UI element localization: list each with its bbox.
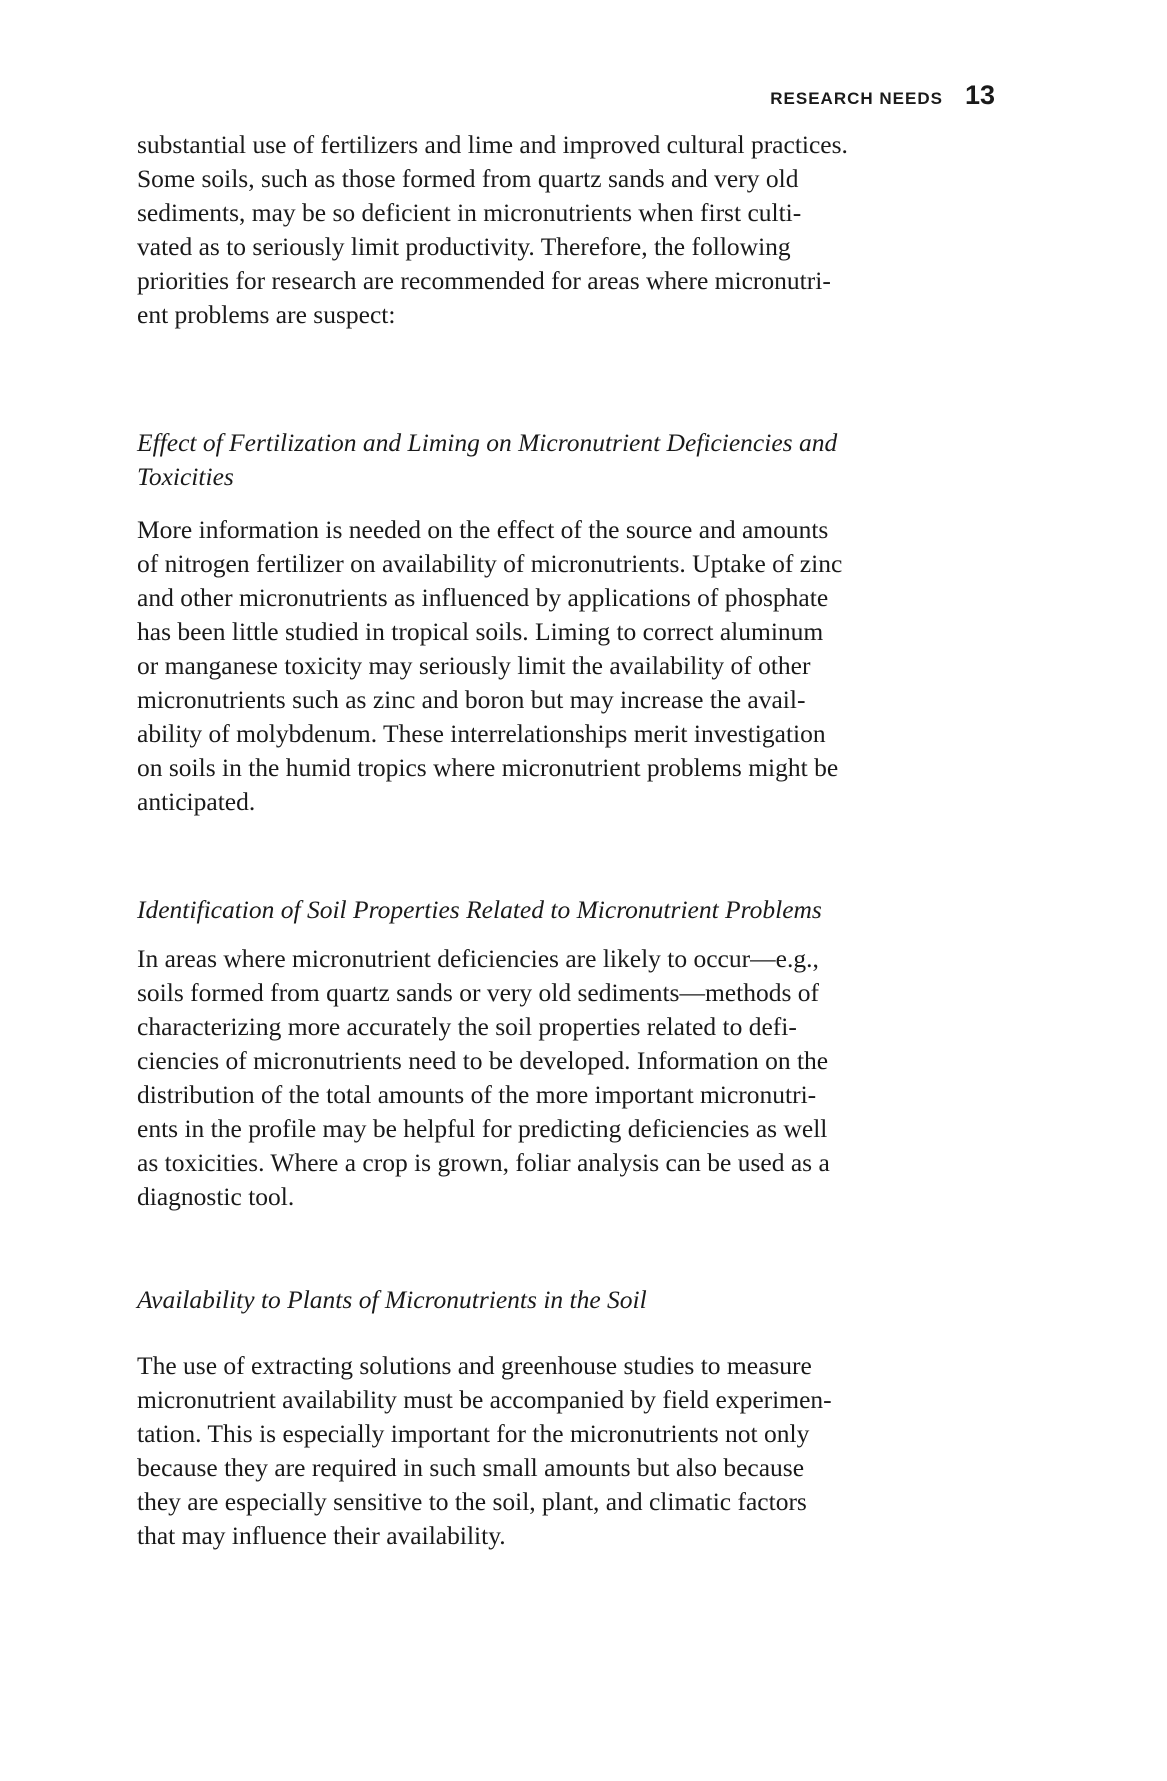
- intro-paragraph: [137, 128, 1007, 332]
- text-line: Some soils, such as those formed from quartz sands and very old: [137, 164, 799, 193]
- text-line: micronutrients such as zinc and boron but may increase the avail-: [137, 685, 806, 714]
- section-body-availability: [137, 1349, 1007, 1553]
- running-title: RESEARCH NEEDS: [770, 89, 943, 108]
- text-line: ability of molybdenum. These interrelationships merit investigation: [137, 719, 826, 748]
- section-body-soil-properties: [137, 942, 1007, 1214]
- text-line: micronutrient availability must be accompanied by field experimen-: [137, 1385, 832, 1414]
- text-line: sediments, may be so deficient in micronutrients when first culti-: [137, 198, 802, 227]
- text-line: ents in the profile may be helpful for predicting deficiencies as well: [137, 1114, 828, 1143]
- text-line: that may influence their availability.: [137, 1521, 506, 1550]
- text-line: on soils in the humid tropics where micronutrient problems might be: [137, 753, 839, 782]
- text-line: or manganese toxicity may seriously limit the availability of other: [137, 651, 811, 680]
- text-line: characterizing more accurately the soil properties related to defi-: [137, 1012, 797, 1041]
- text-line: as toxicities. Where a crop is grown, foliar analysis can be used as a: [137, 1148, 830, 1177]
- heading-line: Identification of Soil Properties Related to Micronutrient Problems: [137, 895, 822, 924]
- text-line: of nitrogen fertilizer on availability of micronutrients. Uptake of zinc: [137, 549, 843, 578]
- text-line: ciencies of micronutrients need to be developed. Information on the: [137, 1046, 829, 1075]
- text-line: The use of extracting solutions and greenhouse studies to measure: [137, 1351, 812, 1380]
- running-head: [770, 80, 995, 111]
- text-line: ent problems are suspect:: [137, 300, 396, 329]
- text-line: In areas where micronutrient deficiencies are likely to occur—e.g.,: [137, 944, 819, 973]
- text-line: and other micronutrients as influenced by applications of phosphate: [137, 583, 829, 612]
- page-number: 13: [964, 80, 995, 110]
- text-line: vated as to seriously limit productivity. Therefore, the following: [137, 232, 791, 261]
- text-line: anticipated.: [137, 787, 256, 816]
- text-line: diagnostic tool.: [137, 1182, 295, 1211]
- section-heading-availability: [137, 1283, 1007, 1317]
- text-line: they are especially sensitive to the soil, plant, and climatic factors: [137, 1487, 807, 1516]
- text-line: has been little studied in tropical soils. Liming to correct aluminum: [137, 617, 824, 646]
- text-line: tation. This is especially important for the micronutrients not only: [137, 1419, 810, 1448]
- text-line: distribution of the total amounts of the more important micronutri-: [137, 1080, 817, 1109]
- heading-line: Effect of Fertilization and Liming on Micronutrient Deficiencies and: [137, 428, 838, 457]
- text-line: priorities for research are recommended for areas where micronutri-: [137, 266, 831, 295]
- section-heading-soil-properties: [137, 893, 1007, 927]
- section-body-fertilization: [137, 513, 1007, 819]
- text-line: because they are required in such small amounts but also because: [137, 1453, 805, 1482]
- heading-line: Toxicities: [137, 462, 234, 491]
- section-heading-fertilization: [137, 426, 1007, 494]
- text-line: soils formed from quartz sands or very old sediments—methods of: [137, 978, 820, 1007]
- text-line: More information is needed on the effect of the source and amounts: [137, 515, 829, 544]
- heading-line: Availability to Plants of Micronutrients in the Soil: [137, 1285, 647, 1314]
- text-line: substantial use of fertilizers and lime and improved cultural practices.: [137, 130, 848, 159]
